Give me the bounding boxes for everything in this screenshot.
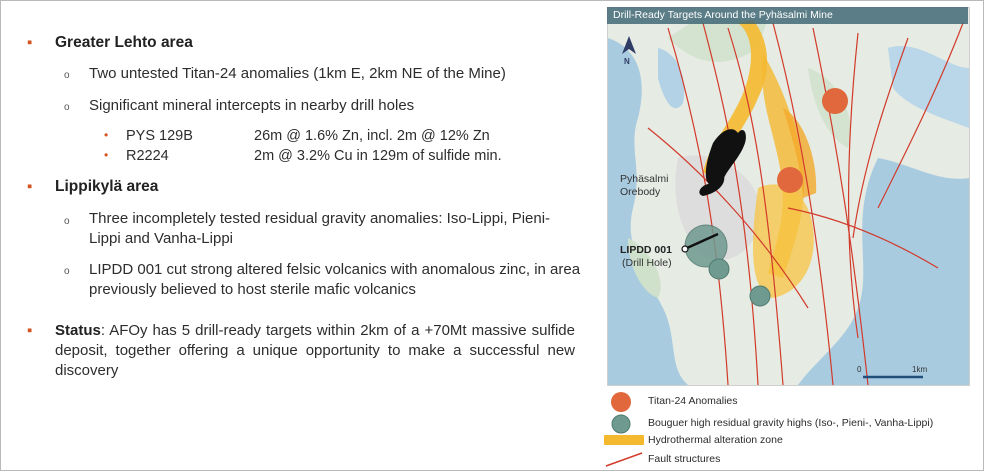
status-paragraph bbox=[55, 321, 575, 381]
drill-hole-label: LIPDD 001 bbox=[620, 244, 672, 256]
orebody-label: Orebody bbox=[620, 186, 661, 198]
lippikyla-point: Three incompletely tested residual gravity anomalies: Iso-Lippi, Pieni-Lippi and Vanha-Lippi bbox=[89, 210, 551, 247]
legend-symbols bbox=[604, 390, 646, 470]
scale-start-label: 0 bbox=[857, 365, 862, 374]
lippikyla-heading: Lippikylä area bbox=[55, 178, 159, 195]
intercept-hole: PYS 129B bbox=[126, 128, 193, 144]
north-label: N bbox=[624, 57, 630, 66]
fault-legend-icon bbox=[606, 453, 642, 466]
status-text: : AFOy has 5 drill-ready targets within 2km of a +70Mt massive sulfide deposit, together offering a unique opportunity to make a successful new discovery bbox=[55, 322, 575, 379]
map-panel bbox=[607, 7, 970, 386]
circle-bullet-icon: o bbox=[64, 102, 70, 113]
intercept-hole: R2224 bbox=[126, 148, 169, 164]
titan-anomaly-circle bbox=[777, 167, 803, 193]
gravity-high-circle bbox=[709, 259, 729, 279]
status-label: Status bbox=[55, 322, 101, 339]
dot-bullet-icon: • bbox=[104, 148, 109, 162]
gravity-legend-icon bbox=[612, 415, 630, 433]
circle-bullet-icon: o bbox=[64, 266, 70, 277]
intercept-result: 26m @ 1.6% Zn, incl. 2m @ 12% Zn bbox=[254, 128, 490, 144]
greater-lehto-point: Two untested Titan-24 anomalies (1km E, 2km NE of the Mine) bbox=[89, 65, 506, 82]
gravity-high-circle bbox=[750, 286, 770, 306]
orebody-label: Pyhäsalmi bbox=[620, 173, 669, 185]
titan-legend-icon bbox=[611, 392, 631, 412]
scale-end-label: 1km bbox=[912, 365, 928, 374]
map-title: Drill-Ready Targets Around the Pyhäsalmi Mine bbox=[607, 7, 968, 24]
drill-hole-label: (Drill Hole) bbox=[622, 257, 672, 269]
alteration-legend-icon bbox=[604, 435, 644, 445]
lippikyla-point: LIPDD 001 cut strong altered felsic volcanics with anomalous zinc, in area previously believed to host sterile mafic volcanics bbox=[89, 261, 581, 298]
legend-alteration-label: Hydrothermal alteration zone bbox=[648, 434, 783, 446]
legend-titan-label: Titan-24 Anomalies bbox=[648, 395, 738, 407]
intercept-result: 2m @ 3.2% Cu in 129m of sulfide min. bbox=[254, 148, 502, 164]
square-bullet-icon: ▪ bbox=[27, 34, 33, 51]
legend-gravity-label: Bouguer high residual gravity highs (Iso-, Pieni-, Vanha-Lippi) bbox=[648, 417, 934, 429]
legend-fault-label: Fault structures bbox=[648, 453, 721, 465]
greater-lehto-heading: Greater Lehto area bbox=[55, 34, 193, 51]
titan-anomaly-circle bbox=[822, 88, 848, 114]
circle-bullet-icon: o bbox=[64, 70, 70, 81]
greater-lehto-point: Significant mineral intercepts in nearby drill holes bbox=[89, 97, 415, 114]
square-bullet-icon: ▪ bbox=[27, 322, 33, 339]
dot-bullet-icon: • bbox=[104, 128, 109, 142]
map-graphic bbox=[608, 8, 969, 385]
square-bullet-icon: ▪ bbox=[27, 178, 33, 195]
circle-bullet-icon: o bbox=[64, 216, 70, 227]
